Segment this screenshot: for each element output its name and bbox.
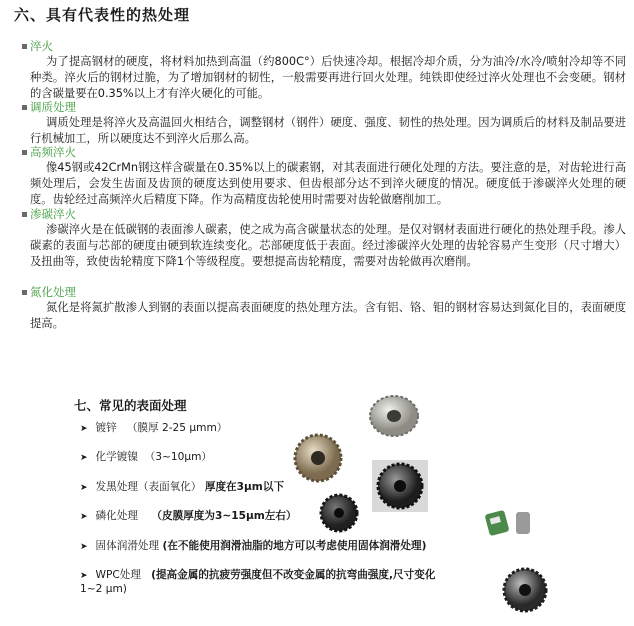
heat-item-nitriding — [30, 284, 626, 332]
heading-quenching: 淬火 — [30, 39, 53, 53]
arrow-bullet-icon: ➤ — [80, 571, 88, 581]
gear-solid-lubricant-image — [484, 508, 510, 538]
surface-note: （皮膜厚度为3~15μm左右） — [151, 510, 297, 522]
section-7-title: 七、常见的表面处理 — [74, 398, 187, 413]
surface-item-solid-lube — [80, 539, 426, 555]
heat-item-carburizing — [30, 206, 626, 270]
surface-item-wpc-cont — [80, 582, 127, 597]
body-nitriding: 氮化是将氮扩散渗人到钢的表面以提高表面硬度的热处理方法。含有铝、铬、钼的钢材容易达到氮化目的，表面硬度提高。 — [30, 301, 626, 330]
body-induction: 像45钢或42CrMn钢这样含碳量在0.35%以上的碳素钢，对其表面进行硬化处理的方法。要注意的是，对齿轮进行高频处理后，会发生齿面及齿顶的硬度达到使用要求、但齿根部分达不到淬火硬度的情况。硬度低于渗碳淬火处理的硬度。齿轮经过高频淬火后精度下降。作为高精度齿轮使用时需要对齿轮做磨削加工。 — [30, 161, 626, 206]
arrow-bullet-icon: ➤ — [80, 453, 88, 463]
heat-item-quenching — [30, 38, 626, 102]
section-6-title: 六、具有代表性的热处理 — [14, 6, 191, 24]
heading-induction: 高频淬火 — [30, 145, 76, 159]
bullet-square — [22, 105, 27, 110]
surface-item-phosphate — [80, 509, 297, 525]
heading-tempering: 调质处理 — [30, 100, 76, 114]
bullet-square — [22, 44, 27, 49]
surface-name: 磷化处理 — [95, 510, 138, 522]
gear-black-oxide-image — [372, 460, 428, 512]
body-carburizing: 渗碳淬火是在低碳钢的表面渗人碳素，使之成为高含碳量状态的处理。是仅对钢材表面进行硬化的热处理手段。渗人碳素的表面与芯部的硬度由硬到软连续变化。芯部硬度低于表面。经过渗碳淬火处理的齿轮容易产生变形（尺寸增大）及扭曲等，致使齿轮精度下降1个等级程度。要想提高齿轮精度，需要对齿轮做再次磨削。 — [30, 223, 626, 268]
body-quenching: 为了提高钢材的硬度，将材料加热到高温（约800C°）后快速冷却。根据冷却介质，分为油冷/水冷/喷射冷却等不同种类。淬火后的钢材过脆，为了增加钢材的韧性，一般需要再进行回火处理。纯铁即使经过淬火处理也不会变硬。钢材的含碳量要在0.35%以上才有淬火硬化的可能。 — [30, 55, 626, 100]
surface-name: 固体润滑处理 — [95, 540, 160, 552]
body-tempering: 调质处理是将淬火及高温回火相结合，调整钢材（钢件）硬度、强度、韧性的热处理。因为调质后的材料及制品要进行机械加工，所以硬度达不到淬火后那么高。 — [30, 116, 626, 145]
surface-note: (在不能使用润滑油脂的地方可以考虑使用固体润滑处理) — [162, 540, 427, 552]
heading-nitriding: 氮化处理 — [30, 285, 76, 299]
bullet-square — [22, 212, 27, 217]
surface-note-cont: 1~2 μm) — [80, 583, 127, 595]
gear-zinc-plated-image — [368, 394, 420, 438]
surface-item-zinc — [80, 421, 227, 437]
gear-solid-lubricant-shaft-image — [512, 510, 534, 536]
arrow-bullet-icon: ➤ — [80, 424, 88, 434]
surface-name: 化学镀镍 — [95, 451, 138, 463]
arrow-bullet-icon: ➤ — [80, 542, 88, 552]
heat-item-induction — [30, 144, 626, 208]
surface-item-blackening — [80, 480, 284, 496]
surface-note: （膜厚 2-25 μmm） — [126, 422, 228, 434]
surface-name: 发黑处理（表面氧化） — [95, 481, 202, 493]
surface-item-wpc — [80, 568, 435, 584]
heat-item-tempering — [30, 99, 626, 147]
surface-note: （3~10μm） — [144, 451, 213, 463]
surface-note: (提高金属的抗疲劳强度但不改变金属的抗弯曲强度,尺寸变化 — [151, 569, 436, 581]
surface-note: 厚度在3μm以下 — [204, 481, 285, 493]
bullet-square — [22, 290, 27, 295]
gear-nickel-plated-image — [292, 432, 344, 484]
heading-carburizing: 渗碳淬火 — [30, 207, 76, 221]
arrow-bullet-icon: ➤ — [80, 483, 88, 493]
surface-name: WPC处理 — [95, 569, 141, 581]
surface-name: 镀锌 — [95, 422, 117, 434]
bullet-square — [22, 150, 27, 155]
arrow-bullet-icon: ➤ — [80, 512, 88, 522]
surface-item-nickel — [80, 450, 212, 466]
gear-phosphate-image — [318, 492, 360, 534]
gear-wpc-image — [500, 566, 550, 614]
